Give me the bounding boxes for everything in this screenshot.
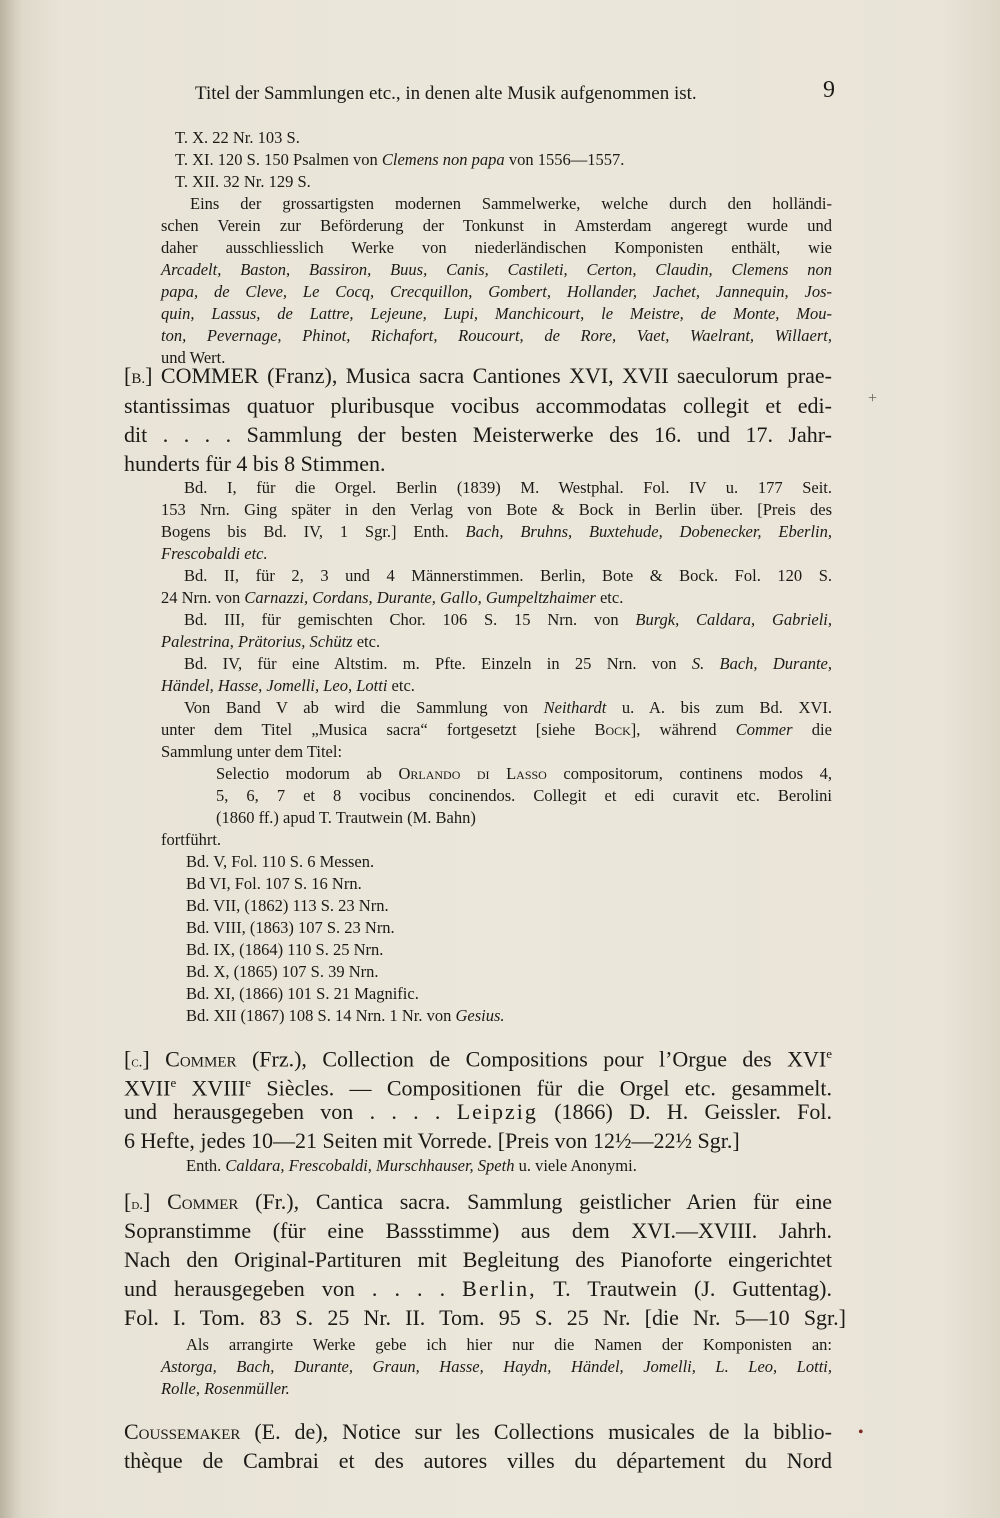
entry-c-line-3: und herausgegeben von . . . . Leipzig (1866) D. H. Geissler. Fol. <box>124 1099 832 1124</box>
para1-line-5: papa, de Cleve, Le Cocq, Crecquillon, Gombert, Hollander, Jachet, Jannequin, Jos- <box>161 282 832 301</box>
entry-b-note-2: 153 Nrn. Ging später in den Verlag von Bote & Bock in Berlin über. [Preis des <box>161 500 832 519</box>
volume-10: Bd. X, (1865) 107 S. 39 Nrn. <box>186 962 379 981</box>
entry-b-note-3: Bogens bis Bd. IV, 1 Sgr.] Enth. Bach, Bruhns, Buxtehude, Dobenecker, Eberlin, <box>161 522 833 541</box>
para1-line-7: ton, Pevernage, Phinot, Richafort, Roucourt, de Rore, Vaet, Waelrant, Willaert, <box>161 326 832 345</box>
selectio-line-2: 5, 6, 7 et 8 vocibus concinendos. Collegit et edi curavit etc. Berolini <box>216 786 832 805</box>
entry-d-line-3: Nach den Original-Partituren mit Begleitung des Pianoforte eingerichtet <box>124 1247 832 1272</box>
volume-8: Bd. VIII, (1863) 107 S. 23 Nrn. <box>186 918 395 937</box>
entry-c-note: Enth. Caldara, Frescobaldi, Murschhauser, Speth u. viele Anonymi. <box>186 1156 637 1175</box>
entry-b-line-1: [B.] COMMER (Franz), Musica sacra Cantiones XVI, XVII saeculorum prae- <box>124 363 833 388</box>
entry-d-line-5: Fol. I. Tom. 83 S. 25 Nr. II. Tom. 95 S. 25 Nr. [die Nr. 5—10 Sgr.] <box>124 1305 846 1330</box>
entry-b-note-9: Bd. IV, für eine Altstim. m. Pfte. Einzeln in 25 Nrn. von S. Bach, Durante, <box>184 654 832 673</box>
entry-b-note-6: 24 Nrn. von Carnazzi, Cordans, Durante, Gallo, Gumpeltzhaimer etc. <box>161 588 624 607</box>
entry-e-line-1: Coussemaker (E. de), Notice sur les Collections musicales de la biblio- <box>124 1419 832 1444</box>
entry-c-line-1: [c.] Commer (Frz.), Collection de Compositions pour l’Orgue des XVIe <box>124 1046 833 1072</box>
running-header <box>195 77 835 106</box>
entry-b-note-1: Bd. I, für die Orgel. Berlin (1839) M. Westphal. Fol. IV u. 177 Seit. <box>184 478 832 497</box>
running-title: Titel der Sammlungen etc., in denen alte Musik aufgenommen ist. <box>195 83 697 104</box>
entry-c-line-4: 6 Hefte, jedes 10—21 Seiten mit Vorrede. [Preis von 12½—22½ Sgr.] <box>124 1128 740 1153</box>
top-line-1: T. X. 22 Nr. 103 S. <box>175 128 300 147</box>
volume-11: Bd. XI, (1866) 101 S. 21 Magnific. <box>186 984 419 1003</box>
para1-line-8: und Wert. <box>161 348 226 367</box>
entry-b-line-3: dit . . . . Sammlung der besten Meisterwerke des 16. und 17. Jahr- <box>124 422 832 447</box>
entry-d-note-2: Astorga, Bach, Durante, Graun, Hasse, Haydn, Händel, Jomelli, L. Leo, Lotti, <box>161 1357 832 1376</box>
entry-b-tag: B. <box>131 371 146 387</box>
book-spine-shadow <box>0 0 22 1518</box>
entry-b-note-11: Von Band V ab wird die Sammlung von Neithardt u. A. bis zum Bd. XVI. <box>184 698 833 717</box>
entry-d-note-1: Als arrangirte Werke gebe ich hier nur die Namen der Komponisten an: <box>186 1335 832 1354</box>
entry-d-line-2: Sopranstimme (für eine Bassstimme) aus dem XVI.—XVIII. Jahrh. <box>124 1218 832 1243</box>
entry-b-note-10: Händel, Hasse, Jomelli, Leo, Lotti etc. <box>161 676 415 695</box>
selectio-line-3: (1860 ff.) apud T. Trautwein (M. Bahn) <box>216 808 476 827</box>
volume-6: Bd VI, Fol. 107 S. 16 Nrn. <box>186 874 362 893</box>
entry-d-line-4: und herausgegeben von . . . . Berlin, T. Trautwein (J. Guttentag). <box>124 1276 832 1301</box>
entry-c-line-2: XVIIe XVIIIe Siècles. — Compositionen für die Orgel etc. gesammelt. <box>124 1075 832 1101</box>
para1-line-3: daher ausschliesslich Werke von niederländischen Komponisten enthält, wie <box>161 238 832 257</box>
entry-b-note-4: Frescobaldi etc. <box>161 544 268 563</box>
para1-line-2: schen Verein zur Beförderung der Tonkunst in Amsterdam angeregt wurde und <box>161 216 832 235</box>
entry-b-note-7: Bd. III, für gemischten Chor. 106 S. 15 Nrn. von Burgk, Caldara, Gabrieli, <box>184 610 832 629</box>
entry-d-note-3: Rolle, Rosenmüller. <box>161 1379 290 1398</box>
entry-b-note-8: Palestrina, Prätorius, Schütz etc. <box>161 632 381 651</box>
page-number: 9 <box>823 77 835 103</box>
entry-b-note-12: unter dem Titel „Musica sacra“ fortgesetzt [siehe Bock], während Commer die <box>161 720 832 739</box>
margin-mark-plus: + <box>868 390 878 407</box>
entry-b-note-5: Bd. II, für 2, 3 und 4 Männerstimmen. Berlin, Bote & Bock. Fol. 120 S. <box>184 566 832 585</box>
para1-line-4: Arcadelt, Baston, Bassiron, Buus, Canis, Castileti, Certon, Claudin, Clemens non <box>161 260 832 279</box>
volume-12: Bd. XII (1867) 108 S. 14 Nrn. 1 Nr. von Gesius. <box>186 1006 505 1025</box>
entry-b-line-4: hunderts für 4 bis 8 Stimmen. <box>124 451 386 476</box>
para1-line-6: quin, Lassus, de Lattre, Lejeune, Lupi, Manchicourt, le Meistre, de Monte, Mou- <box>161 304 832 323</box>
margin-mark-dot: • <box>858 1424 864 1441</box>
volume-7: Bd. VII, (1862) 113 S. 23 Nrn. <box>186 896 389 915</box>
volume-9: Bd. IX, (1864) 110 S. 25 Nrn. <box>186 940 384 959</box>
entry-d-line-1: [d.] Commer (Fr.), Cantica sacra. Sammlung geistlicher Arien für eine <box>124 1189 833 1214</box>
volume-5: Bd. V, Fol. 110 S. 6 Messen. <box>186 852 375 871</box>
entry-b-line-2: stantissimas quatuor pluribusque vocibus accommodatas collegit et edi- <box>124 393 832 418</box>
entry-b-note-13: Sammlung unter dem Titel: <box>161 742 343 761</box>
selectio-line-1: Selectio modorum ab Orlando di Lasso compositorum, continens modos 4, <box>216 764 832 783</box>
para1-line-1: Eins der grossartigsten modernen Sammelwerke, welche durch den holländi- <box>190 194 832 213</box>
top-line-2: T. XI. 120 S. 150 Psalmen von Clemens non papa von 1556—1557. <box>175 150 625 169</box>
top-line-3: T. XII. 32 Nr. 129 S. <box>175 172 311 191</box>
entry-e-line-2: thèque de Cambrai et des autores villes du département du Nord <box>124 1448 832 1473</box>
fortfuehrt: fortführt. <box>161 830 222 849</box>
